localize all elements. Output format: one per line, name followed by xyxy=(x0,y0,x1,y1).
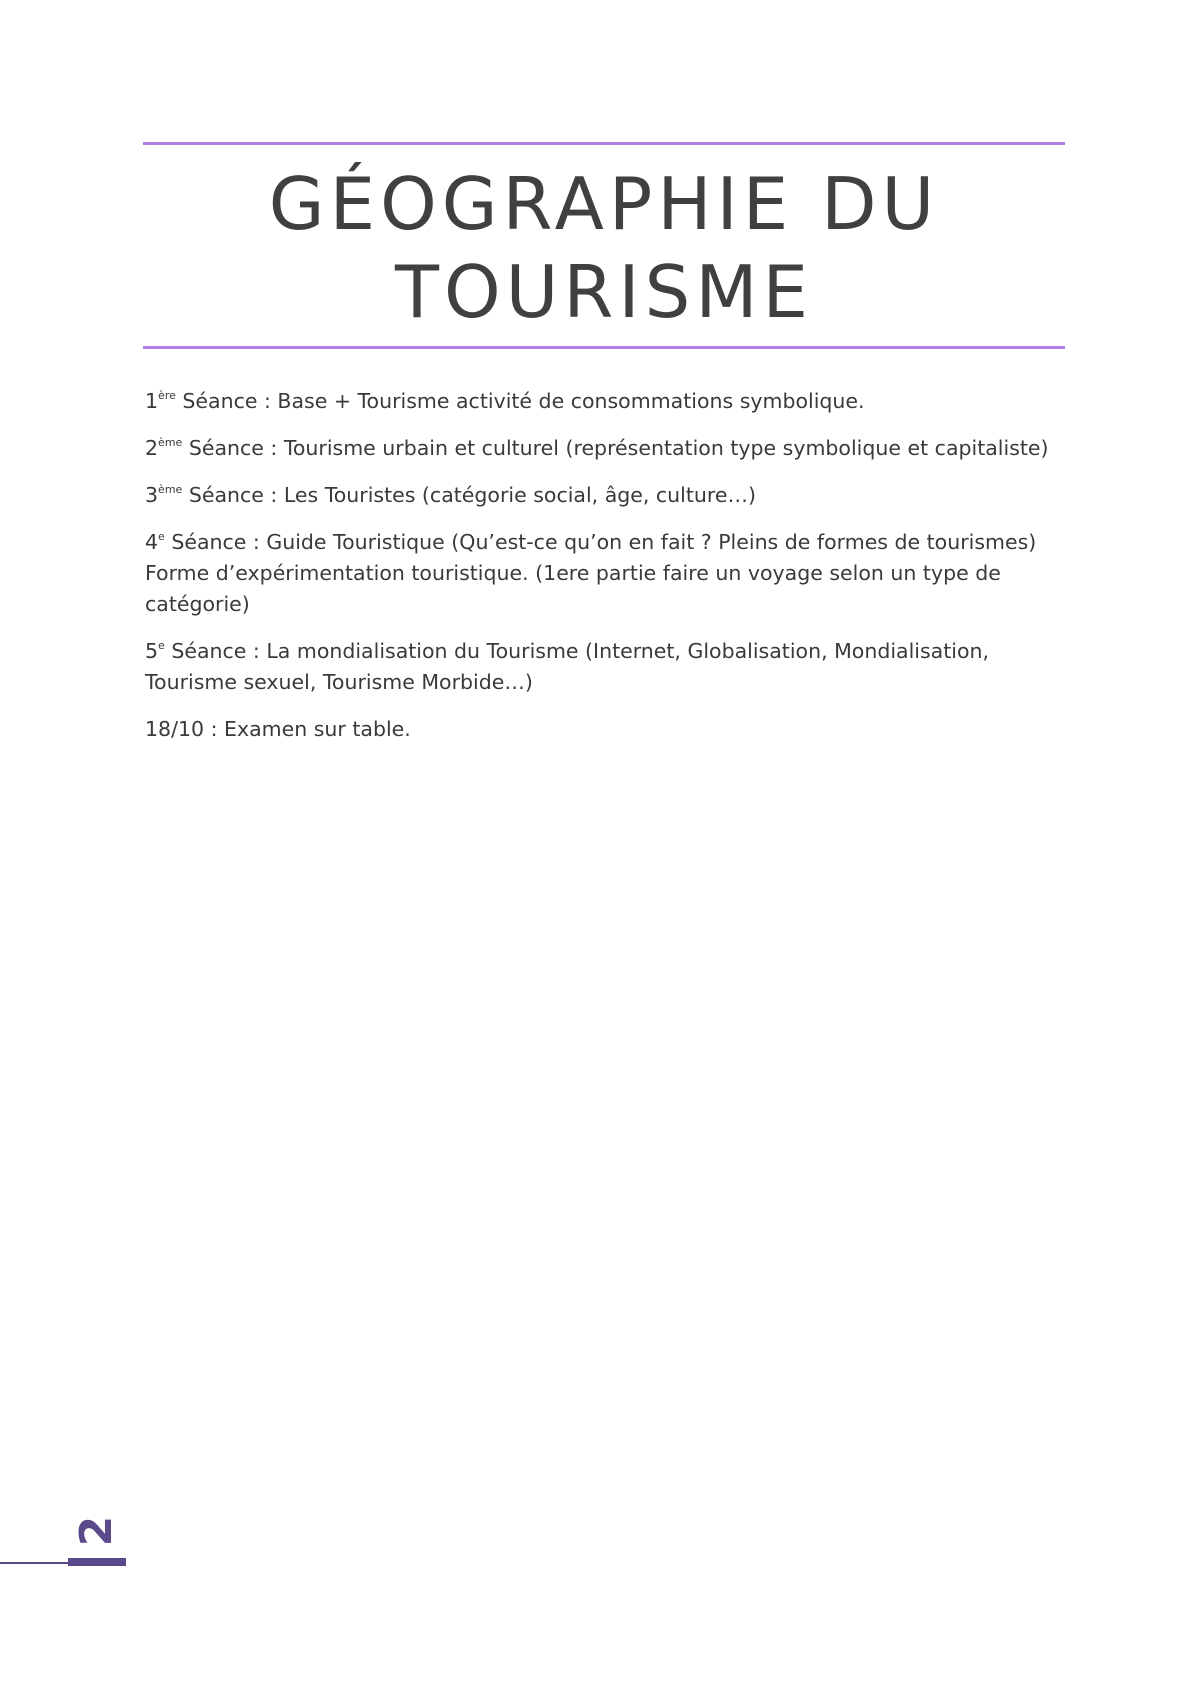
session-2-number: 2 xyxy=(145,436,159,460)
session-2-ordinal: ème xyxy=(158,436,183,449)
session-4-ordinal: e xyxy=(158,530,165,543)
page-number-underline xyxy=(68,1558,126,1566)
session-3-ordinal: ème xyxy=(158,483,183,496)
session-3-number: 3 xyxy=(145,483,159,507)
session-4-text: Séance : Guide Touristique (Qu’est-ce qu’on en fait ? Pleins de formes de tourismes) Forme d’expérimentation touristique. (1ere partie faire un voyage selon un type de catégorie) xyxy=(145,530,1037,616)
title-bottom-rule xyxy=(143,346,1065,349)
session-5 xyxy=(145,636,1055,698)
title-top-rule xyxy=(143,142,1065,145)
session-2-text: Séance : Tourisme urbain et culturel (représentation type symbolique et capitaliste) xyxy=(182,436,1049,460)
session-5-ordinal: e xyxy=(158,639,165,652)
exam-date xyxy=(145,714,1055,745)
session-1 xyxy=(145,386,1055,417)
session-4 xyxy=(145,527,1055,620)
session-3 xyxy=(145,480,1055,511)
session-3-text: Séance : Les Touristes (catégorie social, âge, culture…) xyxy=(182,483,756,507)
document-title: GÉOGRAPHIE DU TOURISME xyxy=(268,162,940,334)
session-1-text: Séance : Base + Tourisme activité de consommations symbolique. xyxy=(175,389,865,413)
page-number: 2 xyxy=(70,1515,122,1547)
session-2 xyxy=(145,433,1055,464)
page-number-line xyxy=(0,1562,68,1564)
session-4-number: 4 xyxy=(145,530,159,554)
session-1-ordinal: ère xyxy=(158,389,176,402)
session-5-text: Séance : La mondialisation du Tourisme (Internet, Globalisation, Mondialisation, Tourisme sexuel, Tourisme Morbide…) xyxy=(145,639,990,694)
exam-date-text: 18/10 : Examen sur table. xyxy=(145,717,411,741)
session-list xyxy=(145,386,1055,761)
session-1-number: 1 xyxy=(145,389,159,413)
session-5-number: 5 xyxy=(145,639,159,663)
